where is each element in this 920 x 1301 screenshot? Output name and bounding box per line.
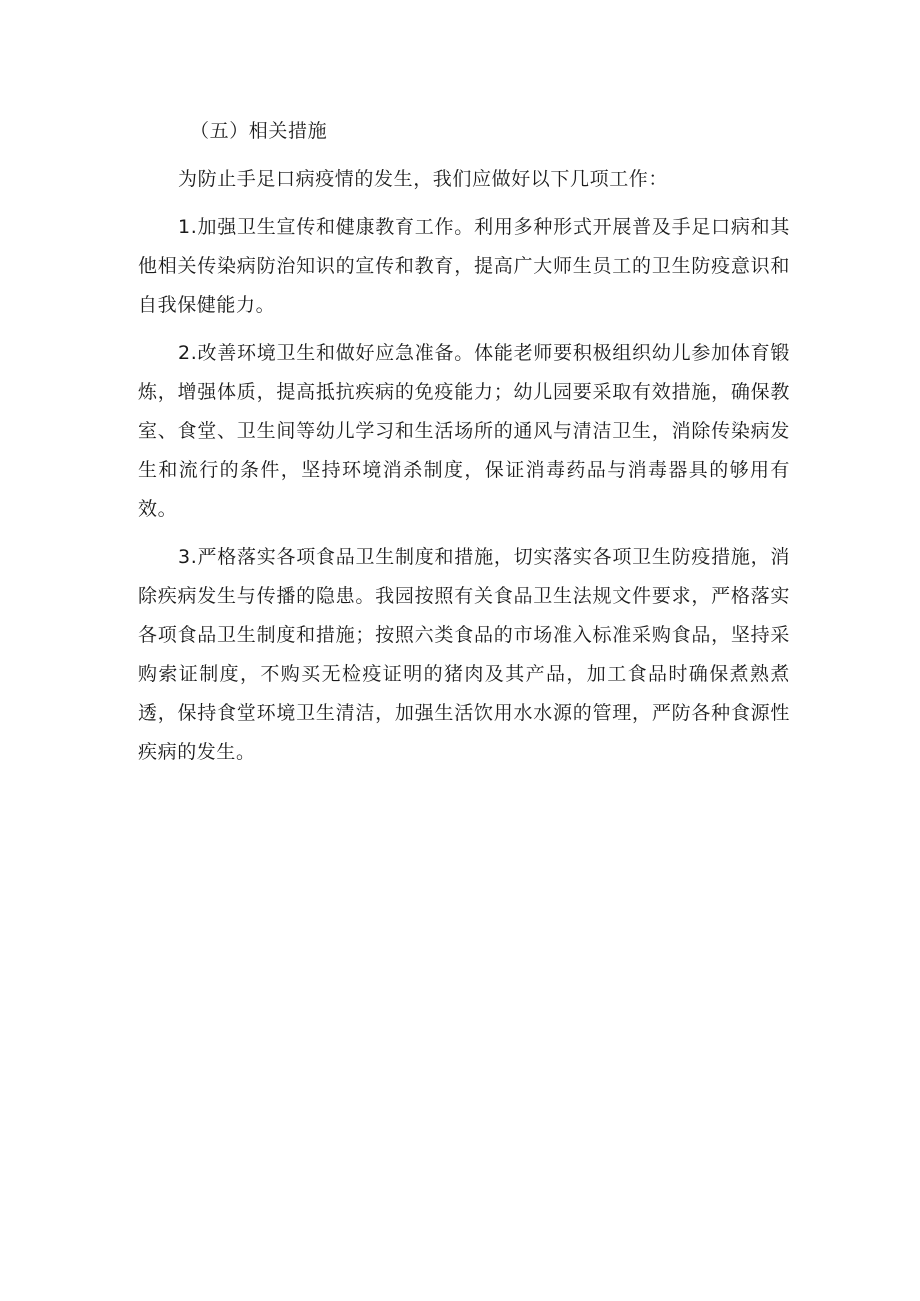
item-text: .改善环境卫生和做好应急准备。体能老师要积极组织幼儿参加体育锻炼，增强体质，提高抵抗疾病的免疫能力；幼儿园要采取有效措施，确保教室、食堂、卫生间等幼儿学习和生活场所的通风与清洁卫生，消除传染病发生和流行的条件，坚持环境消杀制度，保证消毒药品与消毒器具的够用有效。 [138, 342, 790, 520]
item-number: 2 [178, 342, 191, 364]
measure-item-2 [138, 334, 790, 529]
item-text: .加强卫生宣传和健康教育工作。利用多种形式开展普及手足口病和其他相关传染病防治知识的宣传和教育，提高广大师生员工的卫生防疫意识和自我保健能力。 [138, 216, 790, 316]
item-text: .严格落实各项食品卫生制度和措施，切实落实各项卫生防疫措施，消除疾病发生与传播的隐患。我园按照有关食品卫生法规文件要求，严格落实各项食品卫生制度和措施；按照六类食品的市场准入标准采购食品，坚持采购索证制度，不购买无检疫证明的猪肉及其产品，加工食品时确保煮熟煮透，保持食堂环境卫生清洁，加强生活饮用水水源的管理，严防各种食源性疾病的发生。 [138, 546, 790, 763]
document-body [138, 112, 790, 772]
item-number: 1 [178, 216, 191, 238]
measure-item-3 [138, 538, 790, 772]
item-number: 3 [178, 546, 191, 568]
intro-paragraph: 为防止手足口病疫情的发生，我们应做好以下几项工作： [178, 168, 669, 190]
measure-item-1 [138, 208, 790, 325]
section-heading: （五）相关措施 [190, 120, 328, 142]
